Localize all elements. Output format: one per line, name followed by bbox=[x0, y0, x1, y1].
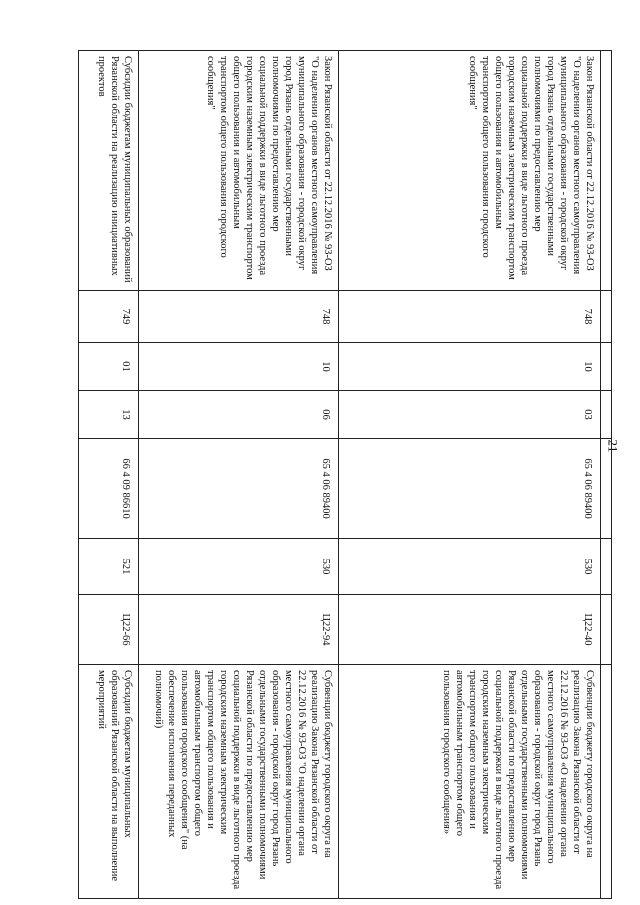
rotated-table-page bbox=[72, 50, 612, 890]
spacer-cell bbox=[601, 439, 612, 539]
row-sub1: 10 bbox=[339, 343, 601, 391]
spacer-cell bbox=[601, 665, 612, 899]
row-code: 749 bbox=[79, 291, 139, 343]
row-kvr: 521 bbox=[79, 539, 139, 595]
spacer-cell bbox=[601, 391, 612, 439]
row-name: Закон Рязанской области от 22.12.2016 № 93-ОЗ "О наделении органов местного самоуправления муниципального образования - городской округ город Рязань отдельными государственными полномочиями по предоставлению мер социальной поддержки в виде льготного проезда городским наземным электрическим транспортом общего пользования и автомобильным транспортом общего пользования городского сообщения" bbox=[139, 51, 339, 291]
table-row bbox=[339, 51, 601, 899]
row-sub1: 10 bbox=[139, 343, 339, 391]
table-row bbox=[79, 51, 139, 899]
row-note: Субвенции бюджету городского округа на реализацию Закона Рязанской области от 22.12.2016 № 93-ОЗ "О наделении органа местного самоуправления муниципального образования - городской округ город Рязань отдельными государственными полномочиями Рязанской области по предоставлению мер социальной поддержки в виде льготного проезда городским наземным электрическим транспортом общего пользования и автомобильным транспортом общего пользования городского сообщения" (на обеспечение исполнения переданных полномочий) bbox=[139, 665, 339, 899]
budget-table bbox=[78, 50, 612, 899]
row-kcsr: 65 4 06 89400 bbox=[139, 439, 339, 539]
row-code: 748 bbox=[339, 291, 601, 343]
row-kvr: 530 bbox=[339, 539, 601, 595]
row-kvr: 530 bbox=[139, 539, 339, 595]
row-target: Ц22-40 bbox=[339, 595, 601, 665]
row-name: Закон Рязанской области от 22.12.2016 № 93-ОЗ "О наделении органов местного самоуправления муниципального образования - городской округ город Рязань отдельными государственными полномочиями по предоставлению мер социальной поддержки в виде льготного проезда городским наземным электрическим транспортом общего пользования и автомобильным транспортом общего пользования городского сообщения" bbox=[339, 51, 601, 291]
spacer-cell bbox=[601, 539, 612, 595]
spacer-cell bbox=[601, 595, 612, 665]
page-number: 21 bbox=[605, 439, 621, 453]
row-code: 748 bbox=[139, 291, 339, 343]
row-sub2: 06 bbox=[139, 391, 339, 439]
row-kcsr: 65 4 06 89400 bbox=[339, 439, 601, 539]
table-row-spacer bbox=[601, 51, 612, 899]
row-note: Субсидии бюджетам муниципальных образований Рязанской области на выполнение мероприятий bbox=[79, 665, 139, 899]
spacer-cell bbox=[601, 291, 612, 343]
row-note: Субвенции бюджету городского округа на реализацию Закона Рязанской области от 22.12.2016 № 93-ОЗ «О наделении органа местного самоуправления муниципального образования - городской округ город Рязань отдельными государственными полномочиями Рязанской области по предоставлению мер социальной поддержки в виде льготного проезда городским наземным электрическим транспортом общего пользования и автомобильным транспортом общего пользования городского сообщения» bbox=[339, 665, 601, 899]
spacer-cell bbox=[601, 51, 612, 291]
row-sub2: 03 bbox=[339, 391, 601, 439]
row-kcsr: 66 4 09 86610 bbox=[79, 439, 139, 539]
row-sub2: 13 bbox=[79, 391, 139, 439]
row-target: Ц22-66 bbox=[79, 595, 139, 665]
table-row bbox=[139, 51, 339, 899]
row-name: Субсидии бюджетам муниципальных образований Рязанской области на реализацию инициативных проектов bbox=[79, 51, 139, 291]
spacer-cell bbox=[601, 343, 612, 391]
row-sub1: 01 bbox=[79, 343, 139, 391]
row-target: Ц22-94 bbox=[139, 595, 339, 665]
